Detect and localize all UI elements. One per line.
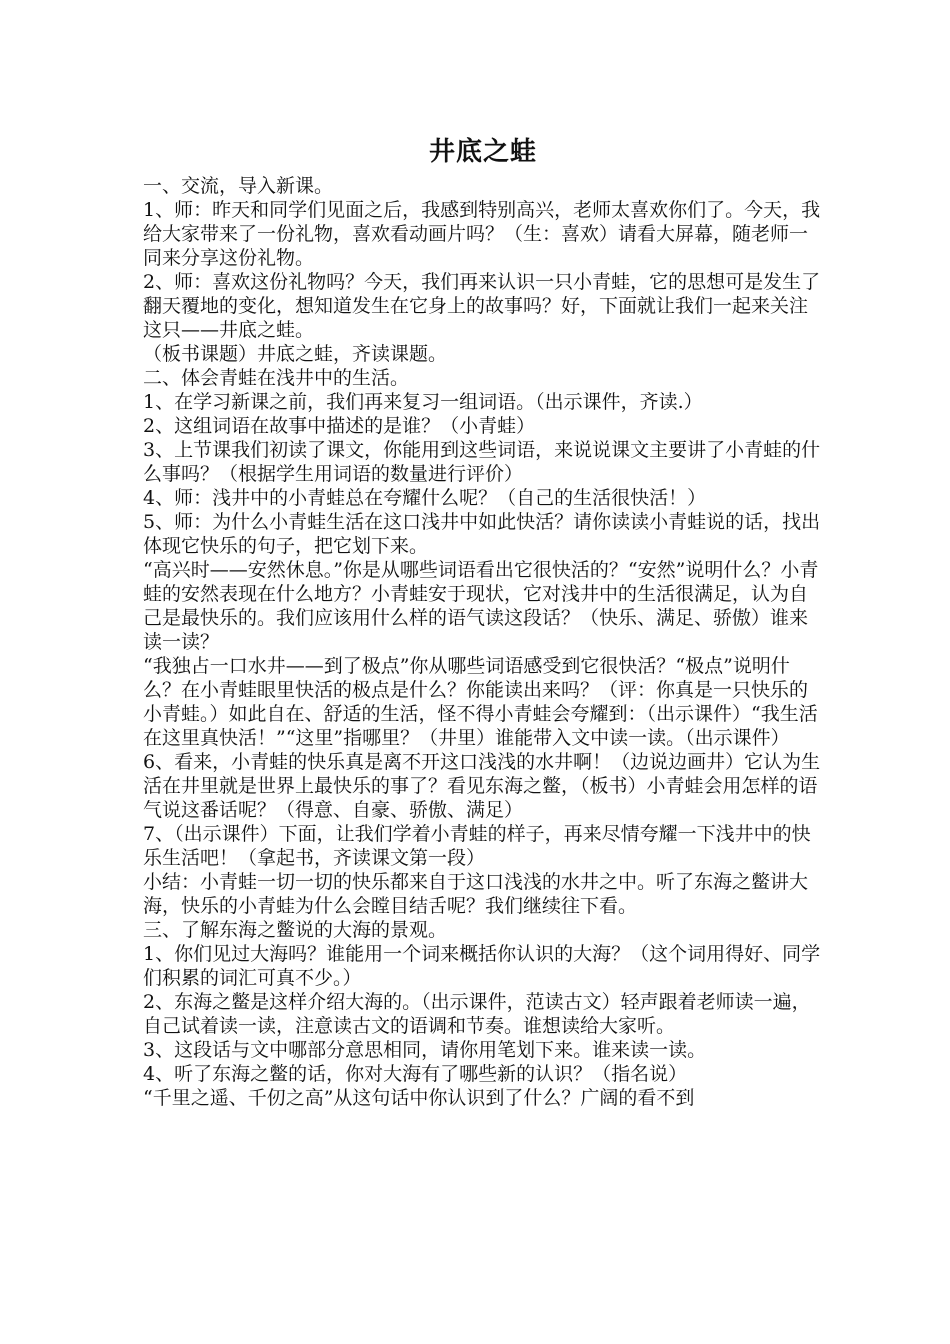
- paragraph: （板书课题）井底之蛙，齐读课题。: [143, 343, 448, 365]
- paragraph: 3、上节课我们初读了课文，你能用到这些词语，来说说课文主要讲了小青蛙的什么事吗？（根据学生用词语的数量进行评价）: [143, 439, 821, 485]
- paragraph: 4、听了东海之鳖的话，你对大海有了哪些新的认识？（指名说）: [143, 1063, 688, 1085]
- paragraph: 1、师：昨天和同学们见面之后，我感到特别高兴，老师太喜欢你们了。今天，我给大家带来了一份礼物，喜欢看动画片吗？（生：喜欢）请看大屏幕，随老师一同来分享这份礼物。: [143, 199, 821, 269]
- paragraph: 1、在学习新课之前，我们再来复习一组词语。（出示课件，齐读.）: [143, 391, 703, 413]
- paragraph: 2、师：喜欢这份礼物吗？今天，我们再来认识一只小青蛙，它的思想可是发生了翻天覆地的变化，想知道发生在它身上的故事吗？好，下面就让我们一起来关注这只——井底之蛙。: [143, 271, 821, 341]
- paragraph: 1、你们见过大海吗？谁能用一个词来概括你认识的大海？（这个词用得好、同学们积累的词汇可真不少。）: [143, 943, 821, 989]
- document-title: 井底之蛙: [428, 137, 537, 167]
- paragraph: 三、了解东海之鳖说的大海的景观。: [143, 919, 448, 941]
- paragraph: 小结：小青蛙一切一切的快乐都来自于这口浅浅的水井之中。听了东海之鳖讲大海，快乐的小青蛙为什么会瞠目结舌呢？我们继续往下看。: [143, 871, 809, 917]
- paragraph: 2、这组词语在故事中描述的是谁？（小青蛙）: [143, 415, 536, 437]
- paragraph: 二、体会青蛙在浅井中的生活。: [143, 367, 410, 389]
- paragraph: 5、师：为什么小青蛙生活在这口浅井中如此快活？请你读读小青蛙说的话，找出体现它快乐的句子，把它划下来。: [143, 511, 821, 557]
- paragraph: 7、（出示课件）下面，让我们学着小青蛙的样子，再来尽情夸耀一下浅井中的快乐生活吧！（拿起书，齐读课文第一段）: [143, 823, 811, 869]
- paragraph: “千里之遥、千仞之高”从这句话中你认识到了什么？广阔的看不到: [143, 1087, 695, 1109]
- paragraph: 2、东海之鳖是这样介绍大海的。（出示课件，范读古文）轻声跟着老师读一遍，自己试着读一读，注意读古文的语调和节奏。谁想读给大家听。: [143, 991, 811, 1037]
- paragraph: 4、师：浅井中的小青蛙总在夸耀什么呢？（自己的生活很快活！）: [143, 487, 707, 509]
- paragraph: 一、交流，导入新课。: [143, 175, 334, 197]
- paragraph: “高兴时——安然休息。”你是从哪些词语看出它很快活的？“安然”说明什么？小青蛙的安然表现在什么地方？小青蛙安于现状，它对浅井中的生活很满足，认为自己是最快乐的。我们应该用什么样的语气读这段话？（快乐、满足、骄傲）谁来读一读？: [143, 559, 819, 653]
- document-page: [143, 134, 823, 1110]
- paragraph: “我独占一口水井——到了极点”你从哪些词语感受到它很快活？“极点”说明什么？在小青蛙眼里快活的极点是什么？你能读出来吗？（评：你真是一只快乐的小青蛙。）如此自在、舒适的生活，怪不得小青蛙会夸耀到：（出示课件）“我生活在这里真快活！”“这里”指哪里？（井里）谁能带入文中读一读。（出示课件）: [143, 655, 818, 749]
- paragraph: 3、这段话与文中哪部分意思相同，请你用笔划下来。谁来读一读。: [143, 1039, 707, 1061]
- paragraph: 6、看来，小青蛙的快乐真是离不开这口浅浅的水井啊！（边说边画井）它认为生活在井里就是世界上最快乐的事了？看见东海之鳖，（板书）小青蛙会用怎样的语气说这番话呢？（得意、自豪、骄傲、满足）: [143, 751, 821, 821]
